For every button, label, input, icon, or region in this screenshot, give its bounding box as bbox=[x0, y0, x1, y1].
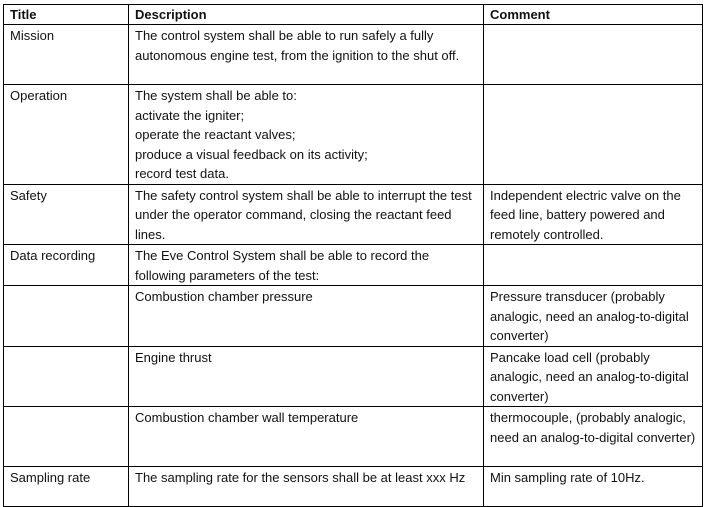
row-comment: Pancake load cell (probably analogic, need an analog-to-digital converter) bbox=[484, 346, 703, 407]
description-line: Engine thrust bbox=[135, 349, 212, 365]
description-line: operate the reactant valves; bbox=[135, 127, 296, 142]
requirements-table bbox=[3, 4, 703, 507]
row-comment bbox=[484, 25, 703, 85]
row-comment: thermocouple, (probably analogic, need an analog-to-digital converter) bbox=[484, 407, 703, 467]
row-title: Operation bbox=[4, 85, 129, 185]
row-title: Sampling rate bbox=[4, 467, 129, 507]
row-title: Mission bbox=[4, 25, 129, 85]
table-row bbox=[4, 85, 703, 185]
row-title bbox=[4, 407, 129, 467]
header-description: Description bbox=[129, 5, 484, 25]
description-line: The control system shall be able to run safely a fully autonomous engine test, from the ignition to the shut off. bbox=[135, 28, 460, 63]
description-line: The Eve Control System shall be able to record the following parameters of the test: bbox=[135, 248, 430, 283]
description-line: The safety control system shall be able to interrupt the test under the operator command, closing the reactant feed lines. bbox=[135, 187, 472, 242]
description-line: activate the igniter; bbox=[135, 107, 245, 123]
table-row bbox=[4, 184, 703, 245]
row-comment: Pressure transducer (probably analogic, need an analog-to-digital converter) bbox=[484, 286, 703, 347]
table-row bbox=[4, 346, 703, 407]
row-description bbox=[129, 85, 484, 185]
row-description bbox=[129, 346, 484, 407]
row-title bbox=[4, 286, 129, 347]
row-comment bbox=[484, 245, 703, 286]
row-description bbox=[129, 467, 484, 507]
description-line: The system shall be able to: bbox=[135, 88, 297, 103]
header-comment: Comment bbox=[484, 5, 703, 25]
row-description bbox=[129, 286, 484, 347]
table-row bbox=[4, 25, 703, 85]
table-row bbox=[4, 407, 703, 467]
description-line: record test data. bbox=[135, 166, 229, 181]
row-title: Data recording bbox=[4, 245, 129, 286]
table-row bbox=[4, 467, 703, 507]
table-header-row bbox=[4, 5, 703, 25]
description-line: Combustion chamber pressure bbox=[135, 289, 313, 304]
row-description bbox=[129, 245, 484, 286]
row-comment: Min sampling rate of 10Hz. bbox=[484, 467, 703, 507]
row-description bbox=[129, 407, 484, 467]
description-line: produce a visual feedback on its activity; bbox=[135, 146, 368, 162]
row-comment: Independent electric valve on the feed line, battery powered and remotely controlled. bbox=[484, 184, 703, 245]
row-description bbox=[129, 25, 484, 85]
row-comment bbox=[484, 85, 703, 185]
table-row bbox=[4, 245, 703, 286]
description-line: The sampling rate for the sensors shall be at least xxx Hz bbox=[135, 470, 466, 485]
header-title: Title bbox=[4, 5, 129, 25]
table-row bbox=[4, 286, 703, 347]
row-title: Safety bbox=[4, 184, 129, 245]
row-title bbox=[4, 346, 129, 407]
row-description bbox=[129, 184, 484, 245]
description-line: Combustion chamber wall temperature bbox=[135, 410, 359, 425]
